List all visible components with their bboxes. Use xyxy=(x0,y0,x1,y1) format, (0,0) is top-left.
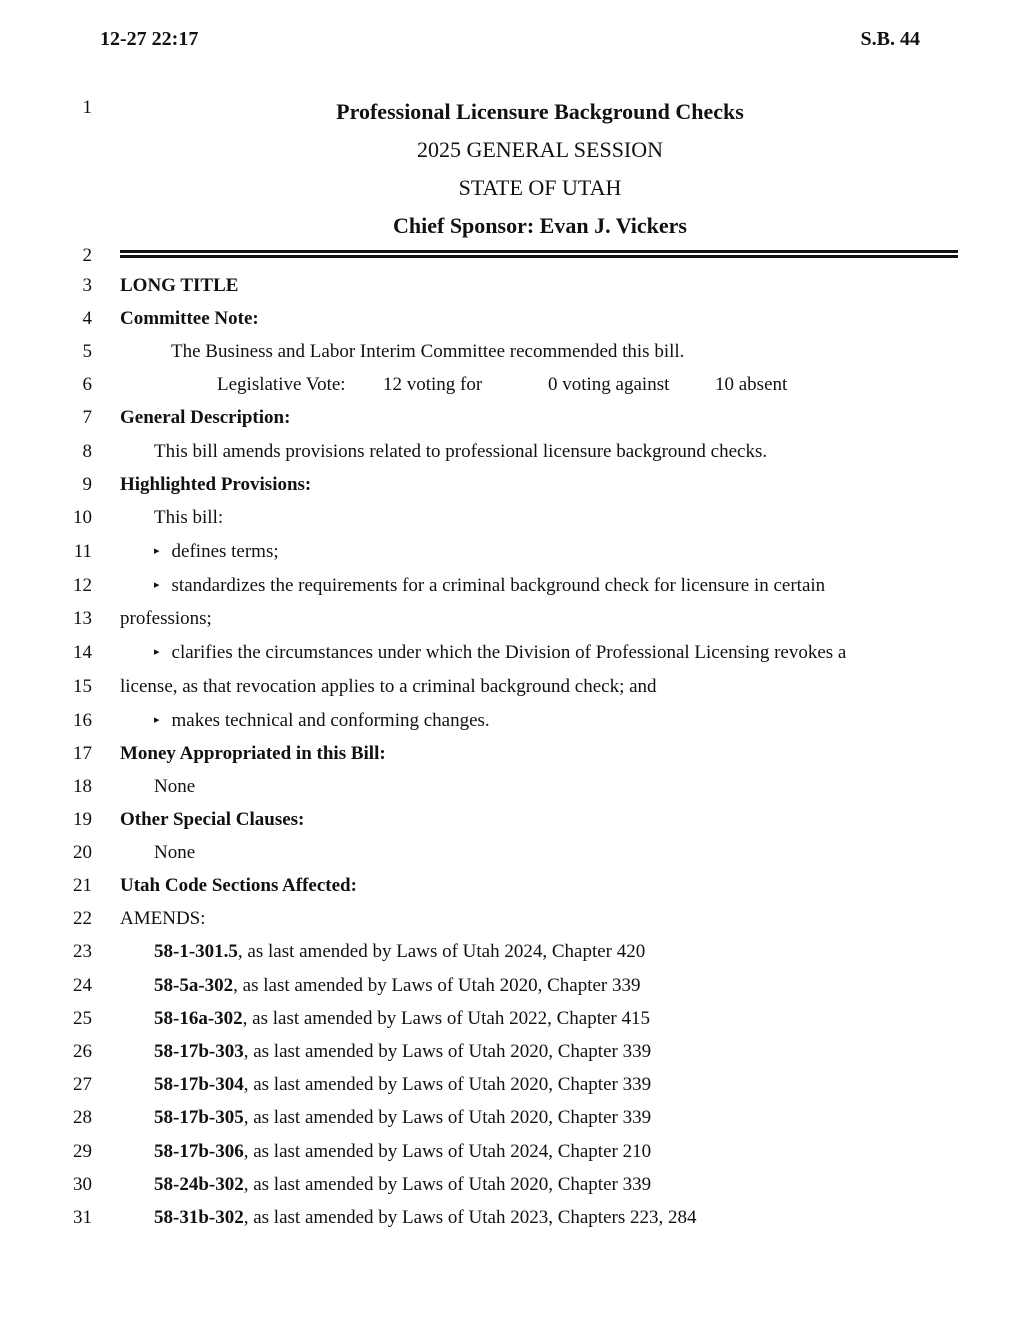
line-number: 31 xyxy=(73,1207,92,1228)
line-number: 17 xyxy=(73,743,92,764)
general-description-heading: General Description: xyxy=(120,407,291,428)
code-section-history: , as last amended by Laws of Utah 2020, Chapter 339 xyxy=(243,1041,652,1062)
money-appropriated-text: None xyxy=(154,776,196,797)
vote-for: 12 voting for xyxy=(383,374,483,395)
line-number: 28 xyxy=(73,1107,92,1128)
line-number: 13 xyxy=(73,608,92,629)
committee-note-text: The Business and Labor Interim Committee recommended this bill. xyxy=(171,341,685,362)
header-datetime: 12-27 22:17 xyxy=(100,28,199,50)
long-title-heading: LONG TITLE xyxy=(120,275,239,296)
code-section-row xyxy=(154,941,645,963)
highlighted-intro: This bill: xyxy=(154,507,224,528)
code-section-number: 58-17b-305 xyxy=(154,1107,244,1128)
list-item xyxy=(154,575,825,597)
line-number: 12 xyxy=(73,575,92,596)
state-label: STATE OF UTAH xyxy=(458,175,622,200)
session-label: 2025 GENERAL SESSION xyxy=(416,137,664,162)
line-number: 27 xyxy=(73,1074,92,1095)
code-section-number: 58-31b-302 xyxy=(154,1207,244,1228)
list-item-text: defines terms; xyxy=(171,541,279,562)
code-section-history: , as last amended by Laws of Utah 2020, Chapter 339 xyxy=(243,1074,652,1095)
line-number: 14 xyxy=(73,642,92,663)
vote-absent: 10 absent xyxy=(715,374,788,395)
amends-label: AMENDS: xyxy=(120,908,206,929)
title-divider-top xyxy=(120,250,958,253)
code-section-number: 58-17b-304 xyxy=(154,1074,244,1095)
code-section-number: 58-17b-306 xyxy=(154,1141,244,1162)
code-section-row xyxy=(154,1041,651,1063)
code-section-row xyxy=(154,1074,651,1096)
code-section-number: 58-16a-302 xyxy=(154,1008,243,1029)
line-number: 4 xyxy=(82,308,92,329)
line-number: 6 xyxy=(82,374,92,395)
code-section-history: , as last amended by Laws of Utah 2020, Chapter 339 xyxy=(233,975,641,996)
line-number: 24 xyxy=(73,975,92,996)
title-divider-bottom xyxy=(120,255,958,258)
code-section-row xyxy=(154,1174,651,1196)
code-section-number: 58-24b-302 xyxy=(154,1174,244,1195)
line-number: 3 xyxy=(82,275,92,296)
list-item-text: clarifies the circumstances under which the Division of Professional Licensing revokes a xyxy=(171,642,847,663)
code-section-row xyxy=(154,1008,650,1030)
line-number: 20 xyxy=(73,842,92,863)
committee-note-heading: Committee Note: xyxy=(120,308,259,329)
code-section-row xyxy=(154,1141,651,1163)
vote-label: Legislative Vote: xyxy=(217,374,346,395)
list-item xyxy=(154,642,846,664)
list-item xyxy=(154,710,490,732)
line-number: 25 xyxy=(73,1008,92,1029)
line-number: 5 xyxy=(82,341,92,362)
bullet-icon: ▸ xyxy=(154,579,160,591)
chief-sponsor: Chief Sponsor: Evan J. Vickers xyxy=(393,213,687,238)
line-number: 10 xyxy=(73,507,92,528)
code-section-row xyxy=(154,1207,696,1229)
line-number: 30 xyxy=(73,1174,92,1195)
list-item-continuation: license, as that revocation applies to a criminal background check; and xyxy=(120,676,657,697)
bullet-icon: ▸ xyxy=(154,714,160,726)
code-section-number: 58-5a-302 xyxy=(154,975,234,996)
code-section-history: , as last amended by Laws of Utah 2022, Chapter 415 xyxy=(242,1008,651,1029)
line-number: 26 xyxy=(73,1041,92,1062)
list-item xyxy=(154,541,279,563)
line-number: 23 xyxy=(73,941,92,962)
line-number: 16 xyxy=(73,710,92,731)
money-appropriated-heading: Money Appropriated in this Bill: xyxy=(120,743,386,764)
line-number: 22 xyxy=(73,908,92,929)
bullet-icon: ▸ xyxy=(154,545,160,557)
code-sections-heading: Utah Code Sections Affected: xyxy=(120,875,357,896)
line-number: 7 xyxy=(82,407,92,428)
code-section-number: 58-1-301.5 xyxy=(154,941,238,962)
special-clauses-heading: Other Special Clauses: xyxy=(120,809,305,830)
code-section-history: , as last amended by Laws of Utah 2024, Chapter 210 xyxy=(243,1141,652,1162)
code-section-history: , as last amended by Laws of Utah 2024, Chapter 420 xyxy=(237,941,646,962)
list-item-text: makes technical and conforming changes. xyxy=(171,710,490,731)
vote-against: 0 voting against xyxy=(548,374,670,395)
code-section-history: , as last amended by Laws of Utah 2020, Chapter 339 xyxy=(243,1107,652,1128)
line-number: 11 xyxy=(73,541,92,562)
highlighted-provisions-heading: Highlighted Provisions: xyxy=(120,474,312,495)
line-number: 19 xyxy=(73,809,92,830)
bullet-icon: ▸ xyxy=(154,646,160,658)
line-number: 18 xyxy=(73,776,92,797)
line-number: 29 xyxy=(73,1141,92,1162)
special-clauses-text: None xyxy=(154,842,196,863)
bill-title: Professional Licensure Background Checks xyxy=(336,99,744,124)
general-description-text: This bill amends provisions related to professional licensure background checks. xyxy=(154,441,768,462)
line-number: 9 xyxy=(82,474,92,495)
bill-number: S.B. 44 xyxy=(860,28,920,50)
code-section-history: , as last amended by Laws of Utah 2023, Chapters 223, 284 xyxy=(243,1207,697,1228)
line-number: 21 xyxy=(73,875,92,896)
list-item-continuation: professions; xyxy=(120,608,212,629)
line-number: 1 xyxy=(82,97,92,118)
code-section-history: , as last amended by Laws of Utah 2020, Chapter 339 xyxy=(243,1174,652,1195)
code-section-row xyxy=(154,975,641,997)
line-number: 2 xyxy=(82,245,92,266)
line-number: 8 xyxy=(82,441,92,462)
code-section-row xyxy=(154,1107,651,1129)
line-number: 15 xyxy=(73,676,92,697)
list-item-text: standardizes the requirements for a criminal background check for licensure in certain xyxy=(171,575,826,596)
code-section-number: 58-17b-303 xyxy=(154,1041,244,1062)
